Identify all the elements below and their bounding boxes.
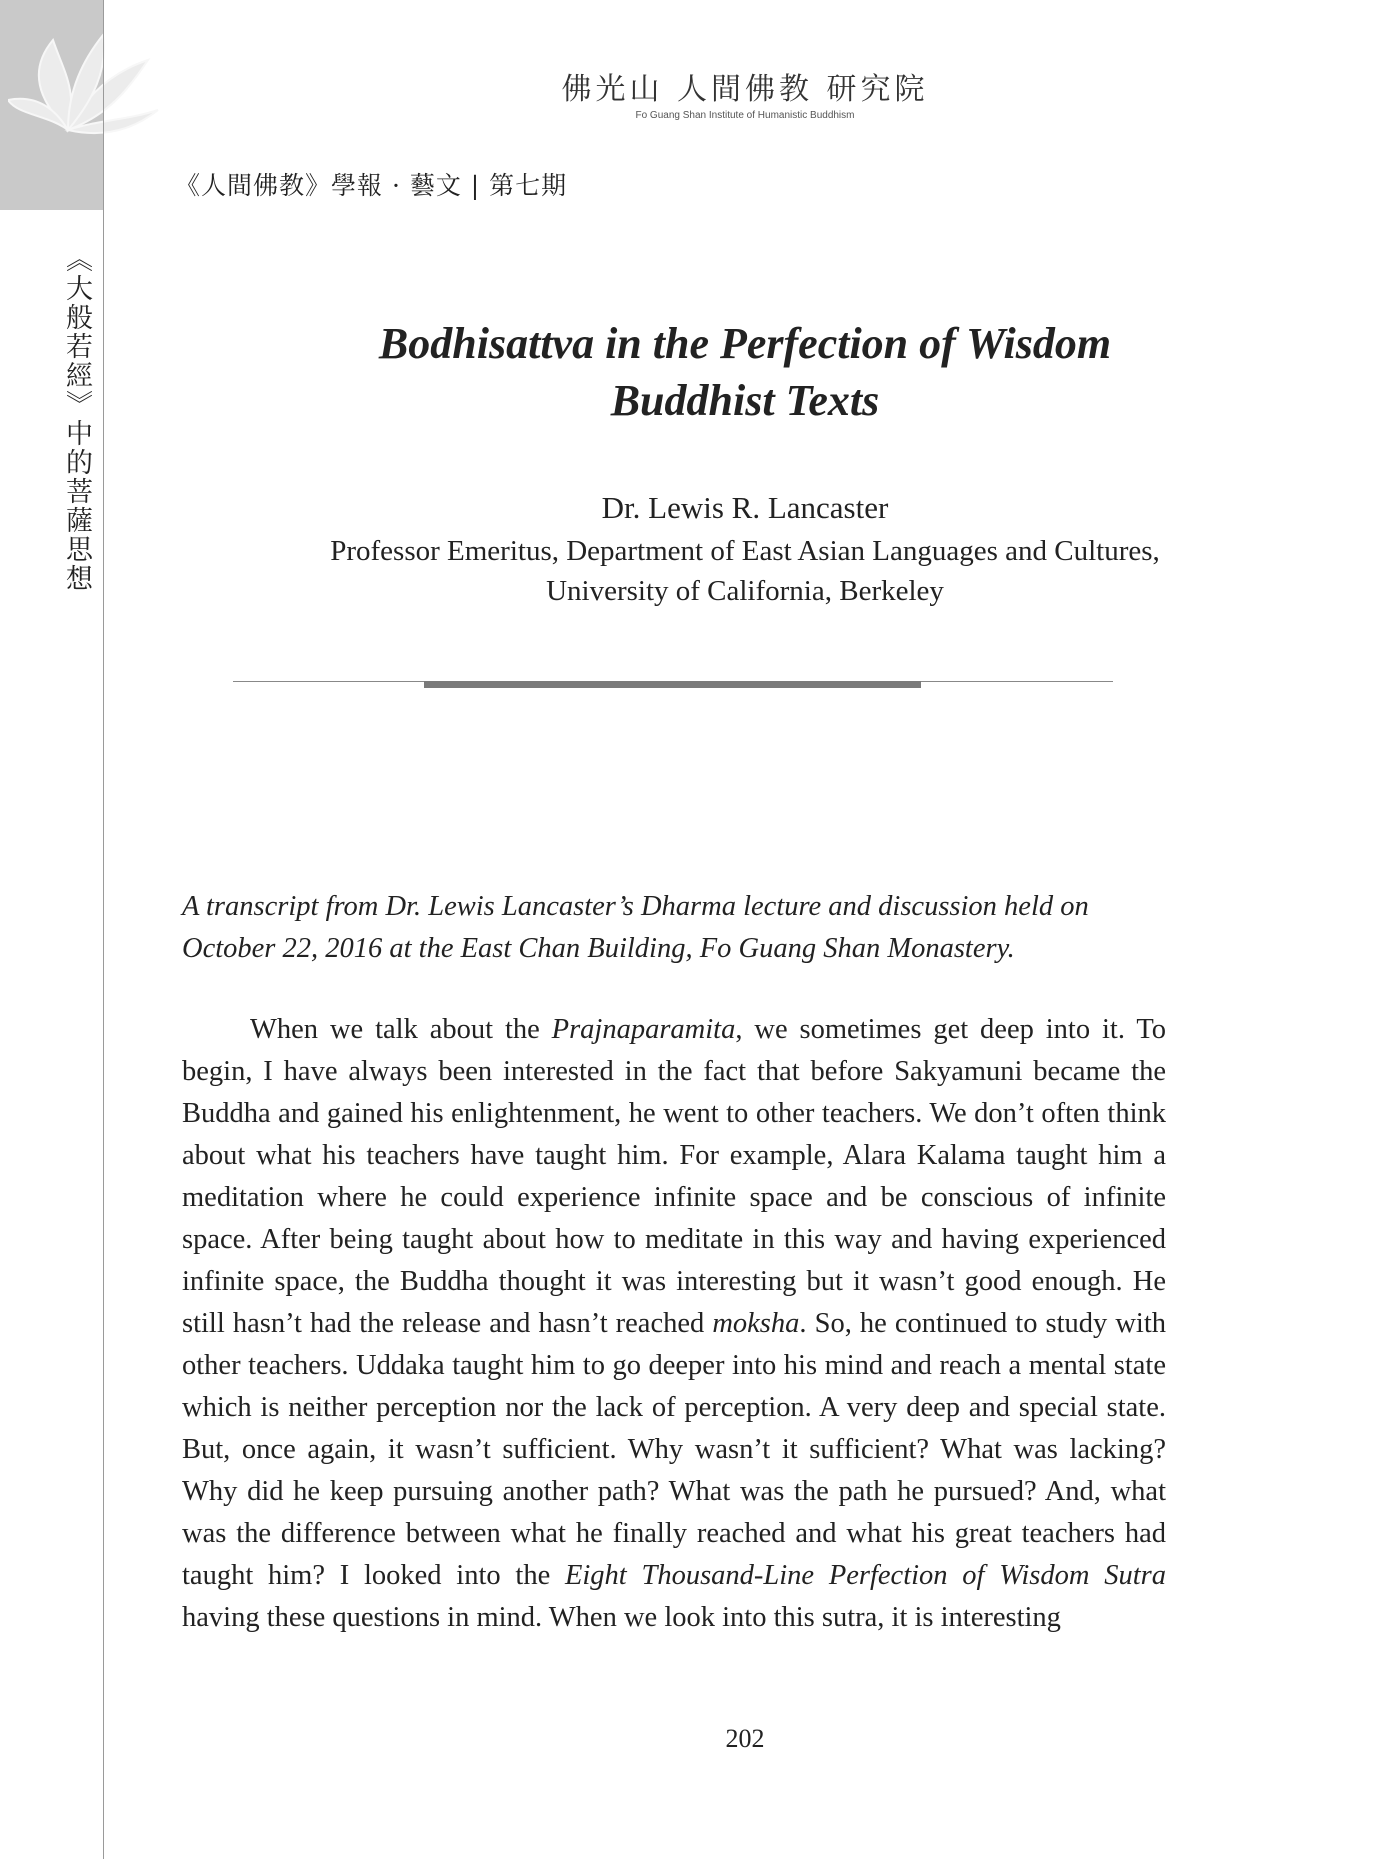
body-text-2: , we sometimes get deep into it. To begin, I have always been interested in the fact that before Sakyamuni became the Buddha and gained his enlightenment, he went to other teachers. We don’t often think about what his teachers have taught him. For example, Alara Kalama taught him a meditation where he could experience infinite space and be conscious of infinite space. After being taught about how to meditate in this way and having experienced infinite space, the Buddha thought it was interesting but it wasn’t good enough. He still hasn’t had the release and hasn’t reached <box>182 1014 1166 1339</box>
running-title-vertical: 《大般若經》中的菩薩思想 <box>61 245 92 593</box>
title-divider-thick <box>424 681 921 688</box>
affiliation-line-2: University of California, Berkeley <box>546 575 944 607</box>
journal-running-head: 《人間佛教》學報 · 藝文 | 第七期 <box>175 171 568 200</box>
author-affiliation <box>104 531 1386 611</box>
title-line-2: Buddhist Texts <box>610 376 880 425</box>
article-title <box>104 315 1386 429</box>
institute-header <box>0 64 1386 121</box>
affiliation-line-1: Professor Emeritus, Department of East Asian Languages and Cultures, <box>330 535 1160 567</box>
institute-name-en: Fo Guang Shan Institute of Humanistic Buddhism <box>635 110 855 121</box>
title-line-1: Bodhisattva in the Perfection of Wisdom <box>378 319 1112 368</box>
body-text-4: having these questions in mind. When we look into this sutra, it is interesting <box>182 1602 1061 1633</box>
term-prajnaparamita: Prajnaparamita <box>551 1014 736 1045</box>
author-name: Dr. Lewis R. Lancaster <box>601 490 889 525</box>
body-paragraph <box>182 1009 1166 1639</box>
transcript-note: A transcript from Dr. Lewis Lancaster’s Dharma lecture and discussion held on October 22, 2016 at the East Chan Building, Fo Guang Shan Monastery. <box>182 891 1089 964</box>
institute-name-zh: 佛光山 人間佛教 研究院 <box>561 72 929 107</box>
term-sutra-title: Eight Thousand-Line Perfection of Wisdom Sutra <box>564 1560 1166 1591</box>
page-number: 202 <box>725 1724 765 1753</box>
margin-rule <box>103 0 104 1859</box>
term-moksha: moksha <box>712 1308 800 1339</box>
body-text-1: When we talk about the <box>250 1014 552 1045</box>
body-text-3: . So, he continued to study with other teachers. Uddaka taught him to go deeper into his mind and reach a mental state which is neither perception nor the lack of perception. A very deep and special state. But, once again, it wasn’t sufficient. Why wasn’t it sufficient? What was lacking? Why did he keep pursuing another path? What was the path he pursued? And, what was the difference between what he finally reached and what his great teachers had taught him? I looked into the <box>182 1308 1166 1591</box>
